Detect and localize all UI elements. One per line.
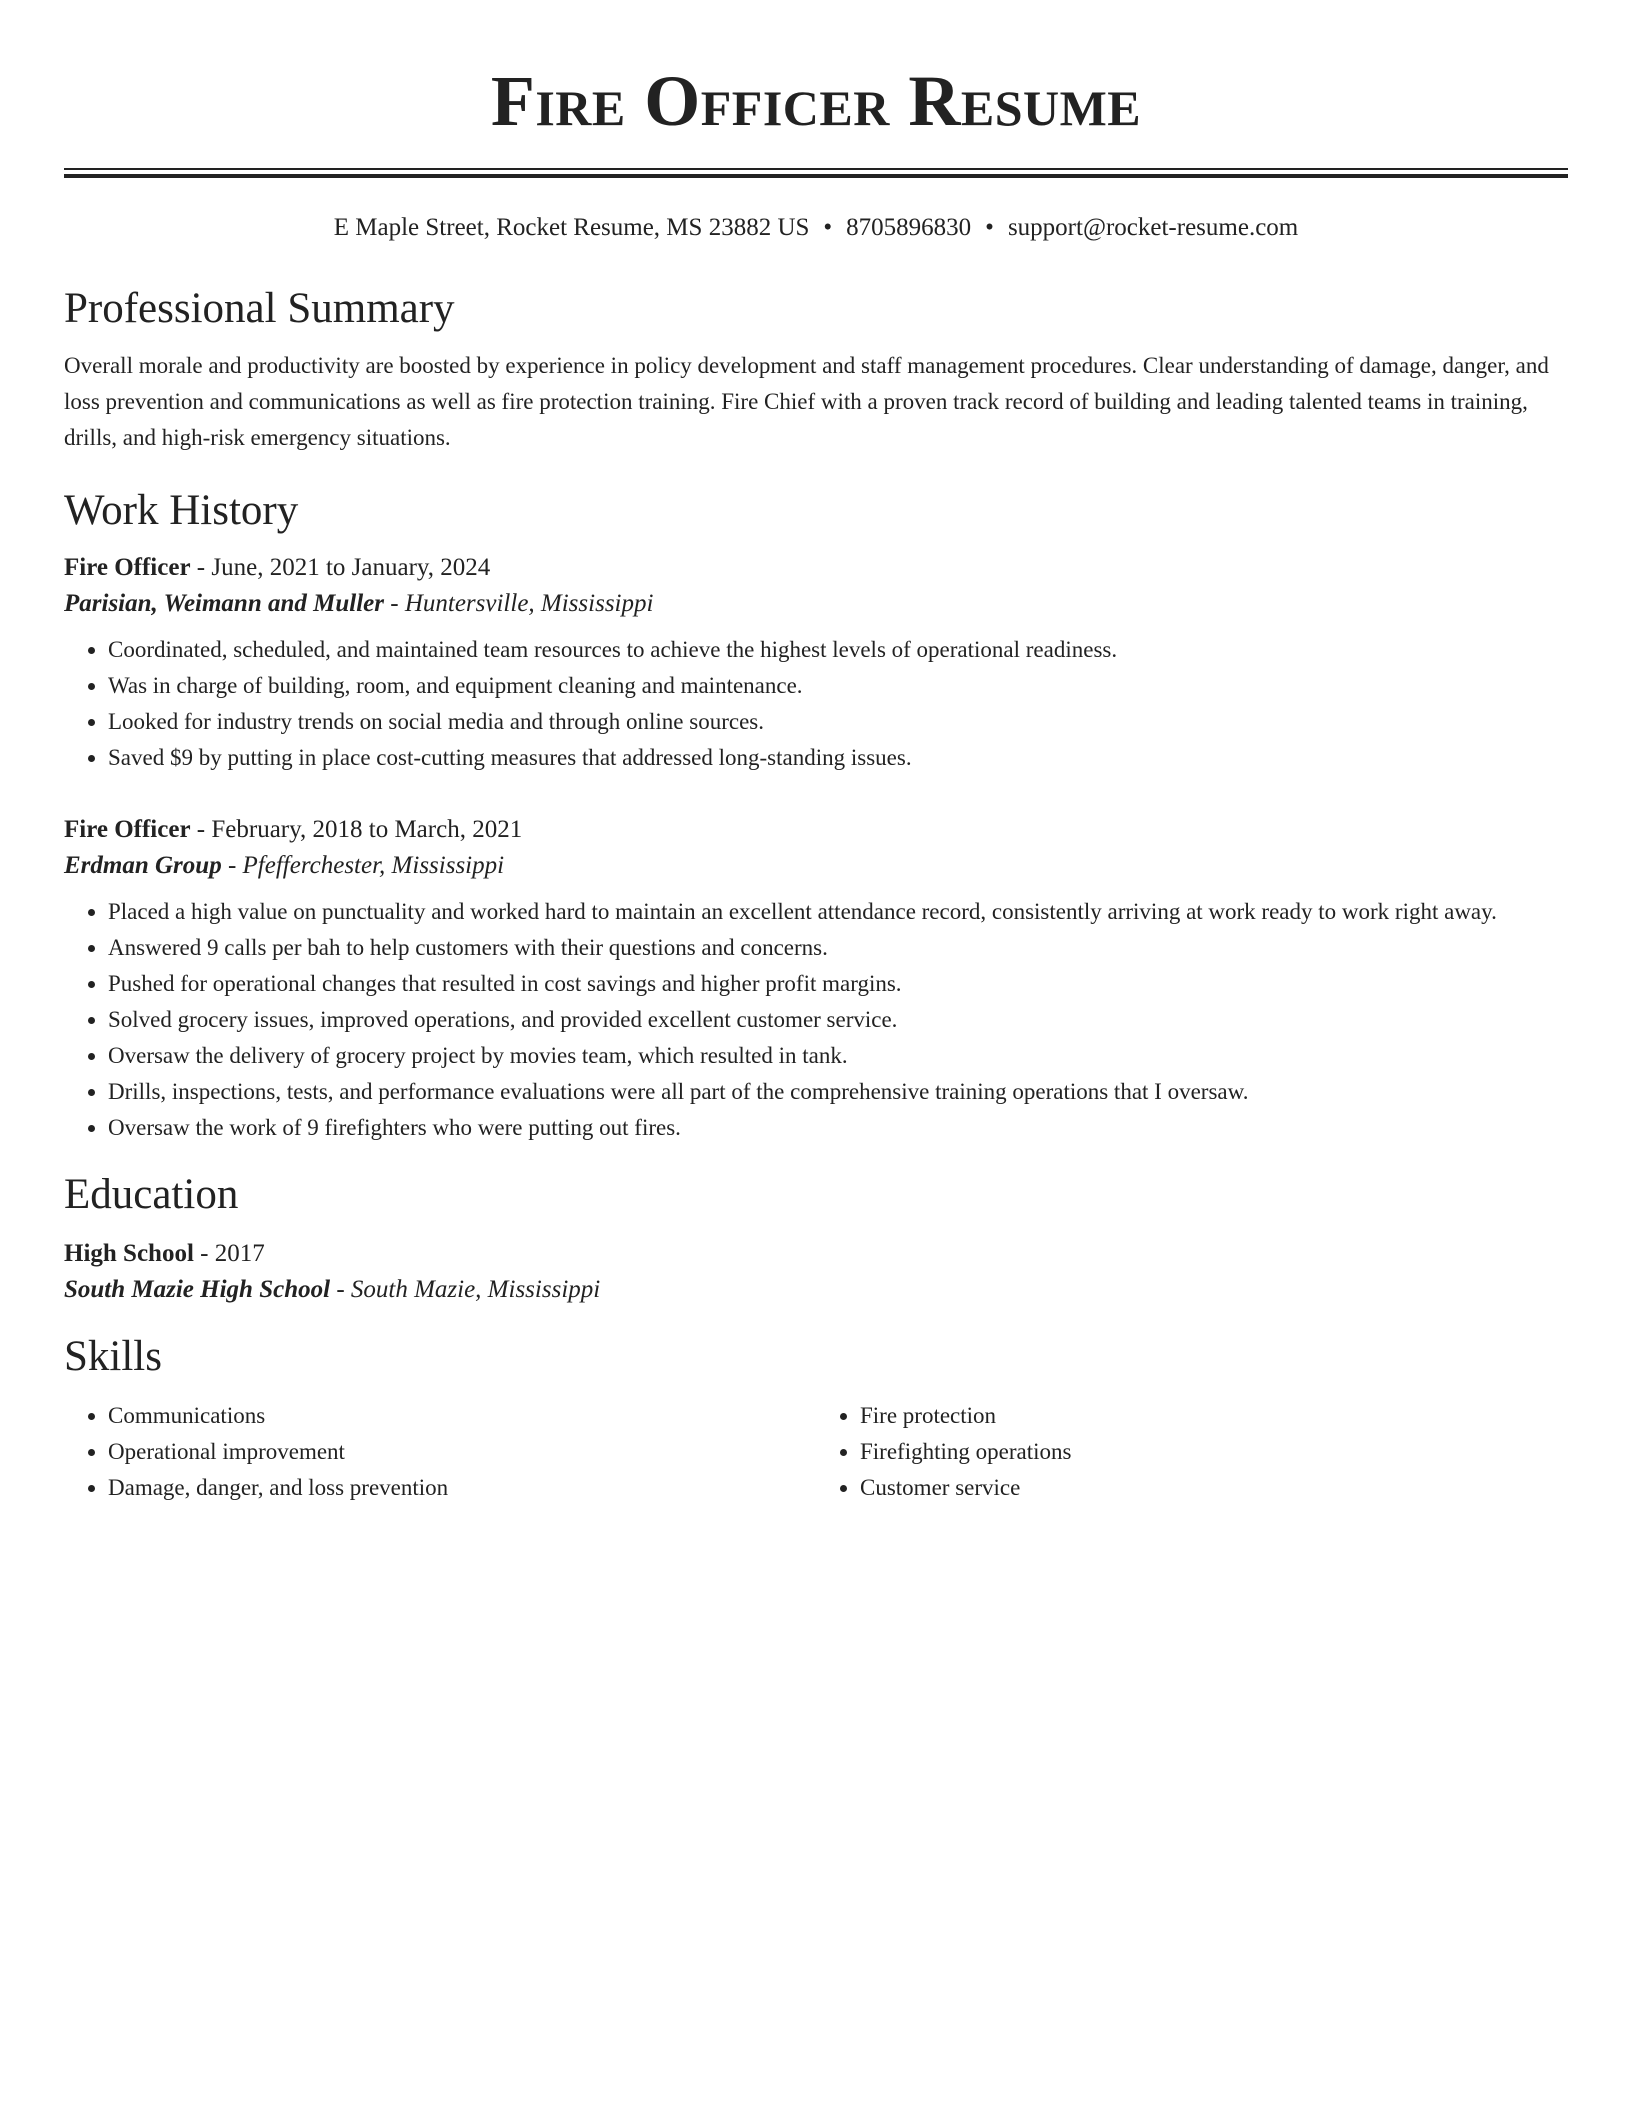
skills-column-right [816, 1398, 1568, 1506]
education-location: - South Mazie, Mississippi [330, 1276, 601, 1303]
skill-item: • Customer service [860, 1470, 1568, 1506]
job-dates: - June, 2021 to January, 2024 [190, 554, 491, 581]
list-item: • Solved grocery issues, improved operations, and provided excellent customer service. [108, 1002, 1568, 1038]
job-entry [64, 550, 1568, 776]
job-company: Erdman Group [64, 852, 222, 879]
list-item: • Oversaw the delivery of grocery project by movies team, which resulted in tank. [108, 1038, 1568, 1074]
contact-separator: • [823, 214, 833, 241]
work-history-heading: Work History [64, 487, 299, 534]
contact-email: support@rocket-resume.com [1007, 214, 1299, 241]
resume-title: Fire Officer Resume [490, 61, 1142, 141]
skill-item: • Fire protection [860, 1398, 1568, 1434]
list-item: • Looked for industry trends on social media and through online sources. [108, 704, 1568, 740]
job-company-line [64, 848, 1568, 884]
skill-item: • Damage, danger, and loss prevention [108, 1470, 816, 1506]
education-entry [64, 1236, 1568, 1308]
skills-heading: Skills [64, 1333, 162, 1380]
list-item: • Drills, inspections, tests, and performance evaluations were all part of the comprehensive training operations that I oversaw. [108, 1074, 1568, 1110]
job-company-line [64, 586, 1568, 622]
education-school: South Mazie High School [64, 1276, 331, 1303]
contact-separator: • [985, 214, 994, 241]
list-item: • Was in charge of building, room, and equipment cleaning and maintenance. [108, 668, 1568, 704]
job-title: Fire Officer [64, 554, 191, 581]
job-bullets [64, 632, 1568, 776]
job-company: Parisian, Weimann and Muller [64, 590, 384, 617]
list-item: • Saved $9 by putting in place cost-cutting measures that addressed long-standing issues. [108, 740, 1568, 776]
education-year: - 2017 [193, 1240, 265, 1267]
skill-item: • Operational improvement [108, 1434, 816, 1470]
education-degree-line [64, 1236, 1568, 1272]
list-item: • Placed a high value on punctuality and worked hard to maintain an excellent attendance record, consistently arriving at work ready to work right away. [108, 894, 1568, 930]
title-divider [64, 168, 1568, 178]
contact-address: E Maple Street, Rocket Resume, MS 23882 US [333, 214, 810, 241]
list-item: • Oversaw the work of 9 firefighters who were putting out fires. [108, 1110, 1568, 1146]
education-heading: Education [64, 1171, 239, 1218]
skill-item: • Firefighting operations [860, 1434, 1568, 1470]
contact-phone: 8705896830 [846, 214, 972, 241]
summary-heading: Professional Summary [64, 285, 455, 332]
job-title-line [64, 812, 1568, 848]
job-title-line [64, 550, 1568, 586]
summary-text: Overall morale and productivity are boosted by experience in policy development and staff management procedures. Clear understanding of damage, danger, and loss prevention and communications as well as fire protection training. Fire Chief with a proven track record of building and leading talented teams in training, drills, and high-risk emergency situations. [64, 353, 1549, 450]
list-item: • Pushed for operational changes that resulted in cost savings and higher profit margins. [108, 966, 1568, 1002]
list-item: • Coordinated, scheduled, and maintained team resources to achieve the highest levels of operational readiness. [108, 632, 1568, 668]
skill-item: • Communications [108, 1398, 816, 1434]
education-school-line [64, 1272, 1568, 1308]
skills-list [64, 1398, 1568, 1506]
job-location: - Huntersville, Mississippi [384, 590, 654, 617]
job-title: Fire Officer [64, 816, 191, 843]
skills-column-left [64, 1398, 816, 1506]
job-bullets [64, 894, 1568, 1146]
education-degree: High School [64, 1240, 194, 1267]
job-dates: - February, 2018 to March, 2021 [190, 816, 523, 843]
contact-line [64, 212, 1568, 244]
job-entry [64, 812, 1568, 1146]
list-item: • Answered 9 calls per bah to help customers with their questions and concerns. [108, 930, 1568, 966]
job-location: - Pfefferchester, Mississippi [221, 852, 505, 879]
